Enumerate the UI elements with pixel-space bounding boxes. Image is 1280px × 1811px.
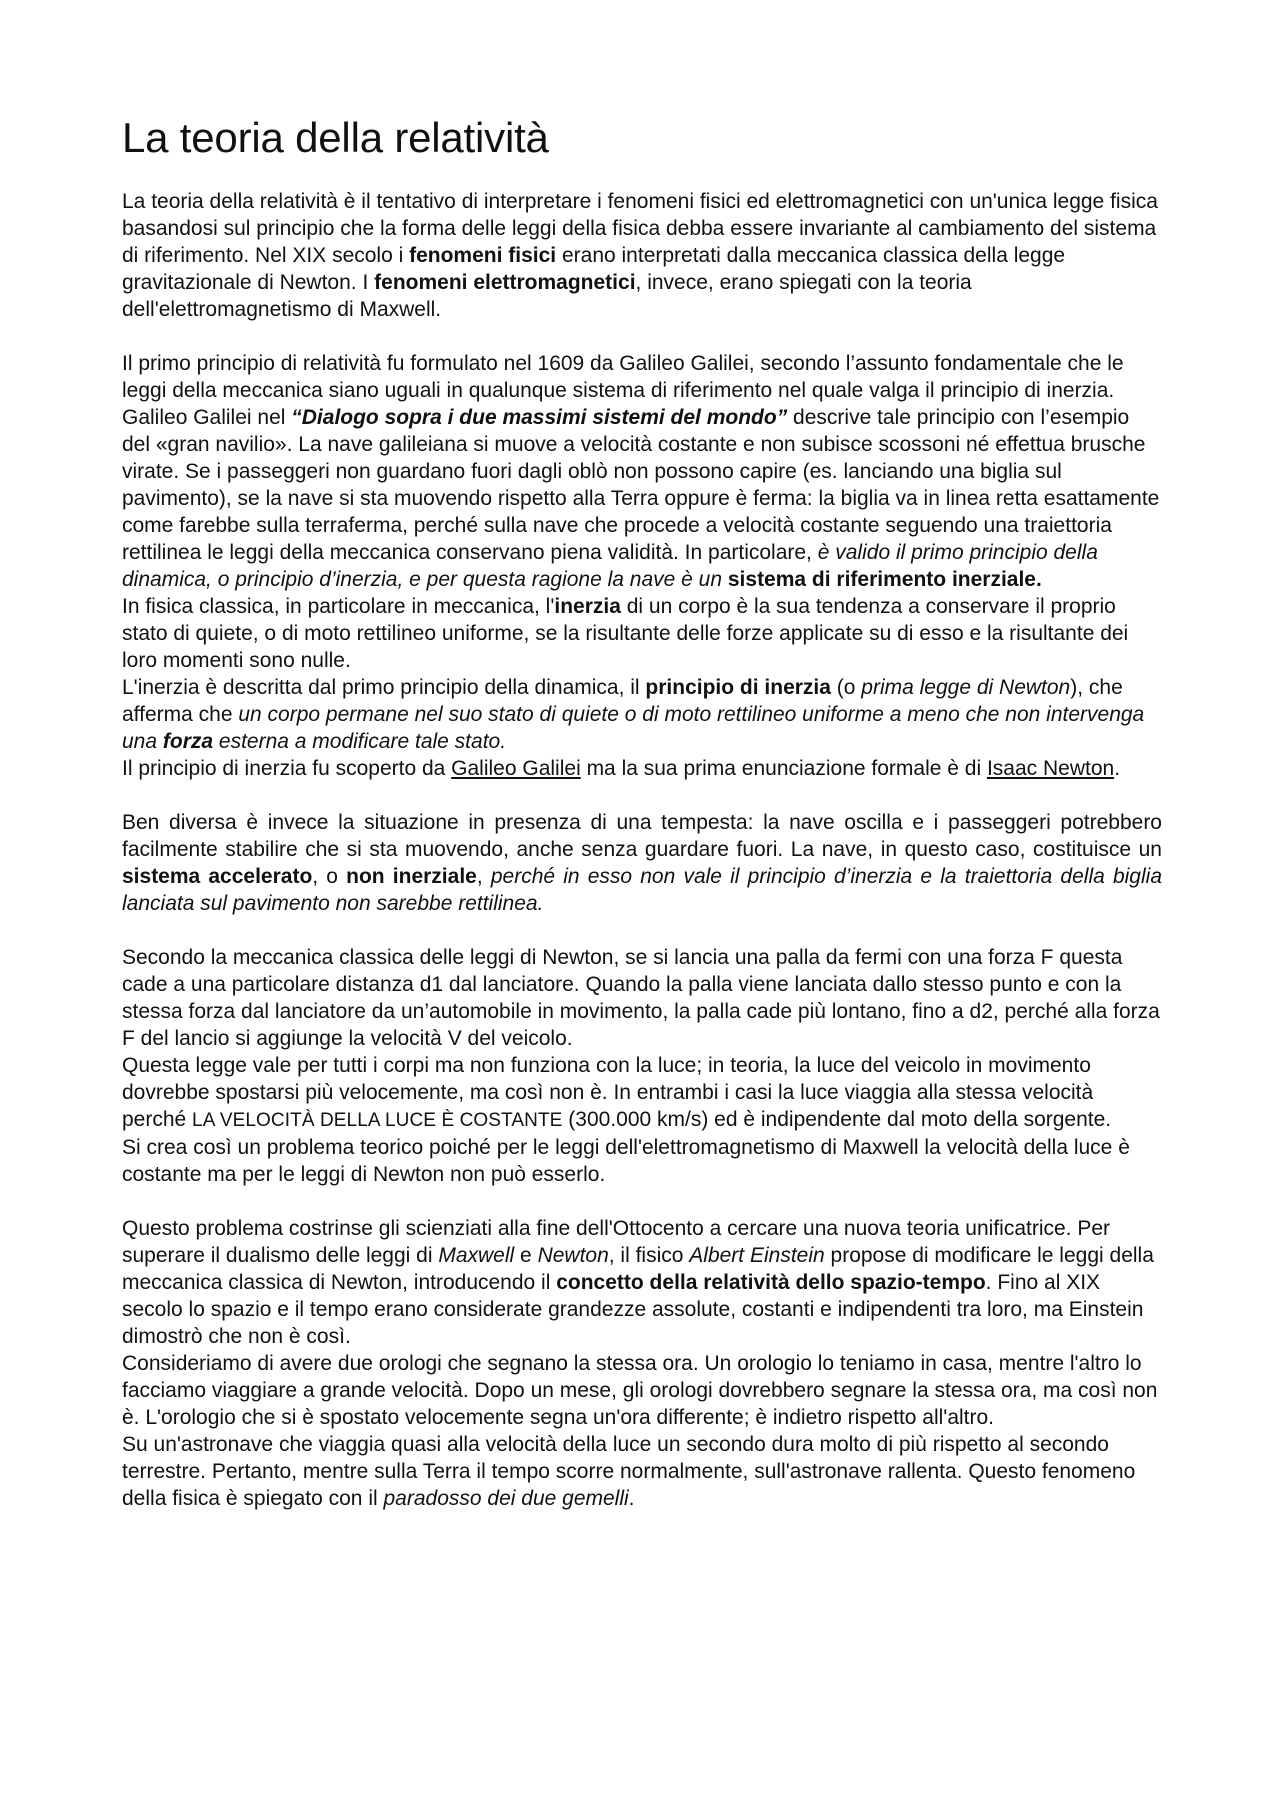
paragraph-spaceship bbox=[122, 1431, 1162, 1512]
book-title: “Dialogo sopra i due massimi sistemi del mondo” bbox=[291, 406, 788, 429]
paragraph-intro bbox=[122, 188, 1162, 323]
bold-text: principio di inerzia bbox=[645, 676, 831, 699]
text-run: descrive tale principio con l’esempio del «gran navilio». La nave galileiana si muove a velocità costante e non subisce scossoni né effettua brusche virate. Se i passeggeri non guardano fuori dagli oblò non possono capire (es. lanciando una biglia sul pavimento), se la nave si sta muovendo rispetto alla Terra oppure è ferma: la biglia va in linea retta esattamente come farebbe sulla terraferma, perché sulla nave che procede a velocità costante seguendo una traiettoria rettilinea le leggi della meccanica conservano piena validità. In particolare, bbox=[122, 406, 1160, 564]
text-run: , il fisico bbox=[608, 1244, 690, 1267]
text-run: Questo problema costrinse gli scienziati alla fine dell'Ottocento a cercare una nuova teoria unificatrice. Per superare il dualismo delle leggi di bbox=[122, 1217, 1111, 1267]
text-run: ), che afferma che bbox=[122, 676, 1123, 726]
bold-text: fenomeni elettromagnetici bbox=[374, 271, 636, 294]
link-galileo-galilei[interactable]: Galileo Galilei bbox=[451, 757, 581, 780]
paragraph-einstein bbox=[122, 1215, 1162, 1350]
text-run: La teoria della relatività è il tentativo di interpretare i fenomeni fisici ed elettromagnetici con un'unica legge fisica basandosi sul principio che la forma delle leggi della fisica debba essere invariante al cambiamento del sistema di riferimento. Nel XIX secolo i bbox=[122, 190, 1158, 267]
text-run: erano interpretati dalla meccanica classica della legge gravitazionale di Newton. I bbox=[122, 244, 1066, 294]
paragraph-gap bbox=[122, 917, 1162, 944]
paragraph-light-speed bbox=[122, 1052, 1162, 1134]
paragraph-gap bbox=[122, 1188, 1162, 1215]
paragraph-discovery bbox=[122, 755, 1162, 782]
text-run: e bbox=[514, 1244, 538, 1267]
bold-text: fenomeni fisici bbox=[409, 244, 557, 267]
paragraph-gap bbox=[122, 323, 1162, 350]
text-run: Ben diversa è invece la situazione in presenza di una tempesta: la nave oscilla e i passeggeri potrebbero facilmente stabilire che si sta muovendo, anche senza guardare fuori. La nave, in questo caso, costituisce un bbox=[122, 811, 1162, 861]
document-page bbox=[122, 112, 1162, 1512]
text-run: Il principio di inerzia fu scoperto da bbox=[122, 757, 452, 780]
text-run: Il primo principio di relatività fu formulato nel 1609 da Galileo Galilei, secondo l’assunto fondamentale che le leggi della meccanica siano uguali in qualunque sistema di riferimento nel quale valga il principio di inerzia. Galileo Galilei nel bbox=[122, 352, 1124, 429]
text-run: L'inerzia è descritta dal primo principio della dinamica, il bbox=[122, 676, 646, 699]
italic-text: Newton bbox=[537, 1244, 609, 1267]
paragraph-ball-throw bbox=[122, 944, 1162, 1052]
text-run: (300.000 km/s) ed è indipendente dal moto della sorgente. bbox=[562, 1108, 1112, 1131]
text-run: . bbox=[628, 1487, 635, 1510]
text-run: Questa legge vale per tutti i corpi ma non funziona con la luce; in teoria, la luce del veicolo in movimento dovrebbe spostarsi più velocemente, ma così non è. In entrambi i casi la luce viaggia alla stessa velocità perché bbox=[122, 1054, 1094, 1131]
paragraph-first-law bbox=[122, 674, 1162, 755]
text-run: , o bbox=[312, 865, 347, 888]
text-run: , bbox=[476, 865, 491, 888]
text-run: Su un'astronave che viaggia quasi alla velocità della luce un secondo dura molto di più rispetto al secondo terrestre. Pertanto, mentre sulla Terra il tempo scorre normalmente, sull'astronave rallenta. Questo fenomeno della fisica è spiegato con il bbox=[122, 1433, 1136, 1510]
bold-text: inerzia bbox=[554, 595, 621, 618]
paragraph-clocks bbox=[122, 1350, 1162, 1431]
paragraph-storm bbox=[122, 809, 1162, 917]
text-run: Consideriamo di avere due orologi che segnano la stessa ora. Un orologio lo teniamo in casa, mentre l'altro lo facciamo viaggiare a grande velocità. Dopo un mese, gli orologi dovrebbero segnare la stessa ora, ma così non è. L'orologio che si è spostato velocemente segna un'ora differente; è indietro rispetto all'altro. bbox=[122, 1352, 1158, 1429]
caps-text: LA VELOCITÀ DELLA LUCE È COSTANTE bbox=[192, 1110, 563, 1131]
italic-text: paradosso dei due gemelli bbox=[383, 1487, 629, 1510]
text-run: di un corpo è la sua tendenza a conservare il proprio stato di quiete, o di moto rettilineo uniforme, se la risultante delle forze applicate su di esso e la risultante dei loro momenti sono nulle. bbox=[122, 595, 1129, 672]
italic-text: Maxwell bbox=[438, 1244, 515, 1267]
paragraph-galileo bbox=[122, 350, 1162, 593]
bold-italic-text: forza bbox=[162, 730, 214, 753]
text-run: (o bbox=[830, 676, 862, 699]
italic-text: Albert Einstein bbox=[689, 1244, 825, 1267]
italic-text: perché in esso non vale il principio d’inerzia e la traiettoria della biglia lanciata sul pavimento non sarebbe rettilinea. bbox=[122, 865, 1163, 915]
text-run: . Fino al XIX secolo lo spazio e il tempo erano considerate grandezze assolute, costanti e indipendenti tra loro, ma Einstein dimostrò che non è così. bbox=[122, 1271, 1144, 1348]
text-run: propose di modificare le leggi della meccanica classica di Newton, introducendo il bbox=[122, 1244, 1154, 1294]
text-run: , invece, erano spiegati con la teoria dell'elettromagnetismo di Maxwell. bbox=[122, 271, 972, 321]
bold-text: sistema di riferimento inerziale. bbox=[727, 568, 1042, 591]
text-run: Si crea così un problema teorico poiché per le leggi dell'elettromagnetismo di Maxwell la velocità della luce è costante ma per le leggi di Newton non può esserlo. bbox=[122, 1136, 1130, 1186]
link-isaac-newton[interactable]: Isaac Newton bbox=[986, 757, 1115, 780]
text-run: . bbox=[1114, 757, 1121, 780]
bold-text: non inerziale bbox=[346, 865, 477, 888]
italic-text: è valido il primo principio della dinamica, o principio d’inerzia, e per questa ragione la nave è un bbox=[122, 541, 1098, 591]
italic-text: esterna a modificare tale stato. bbox=[213, 730, 507, 753]
bold-text: concetto della relatività dello spazio-tempo bbox=[556, 1271, 986, 1294]
bold-text: sistema accelerato bbox=[122, 865, 313, 888]
paragraph-gap bbox=[122, 782, 1162, 809]
text-run: ma la sua prima enunciazione formale è di bbox=[580, 757, 987, 780]
page-title: La teoria della relatività bbox=[122, 114, 549, 161]
paragraph-problem bbox=[122, 1134, 1162, 1188]
text-run: Secondo la meccanica classica delle leggi di Newton, se si lancia una palla da fermi con una forza F questa cade a una particolare distanza d1 dal lanciatore. Quando la palla viene lanciata dallo stesso punto e con la stessa forza dal lanciatore da un’automobile in movimento, la palla cade più lontano, fino a d2, perché alla forza F del lancio si aggiunge la velocità V del veicolo. bbox=[122, 946, 1160, 1050]
paragraph-inertia bbox=[122, 593, 1162, 674]
text-run: In fisica classica, in particolare in meccanica, l' bbox=[122, 595, 555, 618]
italic-text: un corpo permane nel suo stato di quiete o di moto rettilineo uniforme a meno che non intervenga una bbox=[122, 703, 1145, 753]
italic-text: prima legge di Newton bbox=[861, 676, 1071, 699]
